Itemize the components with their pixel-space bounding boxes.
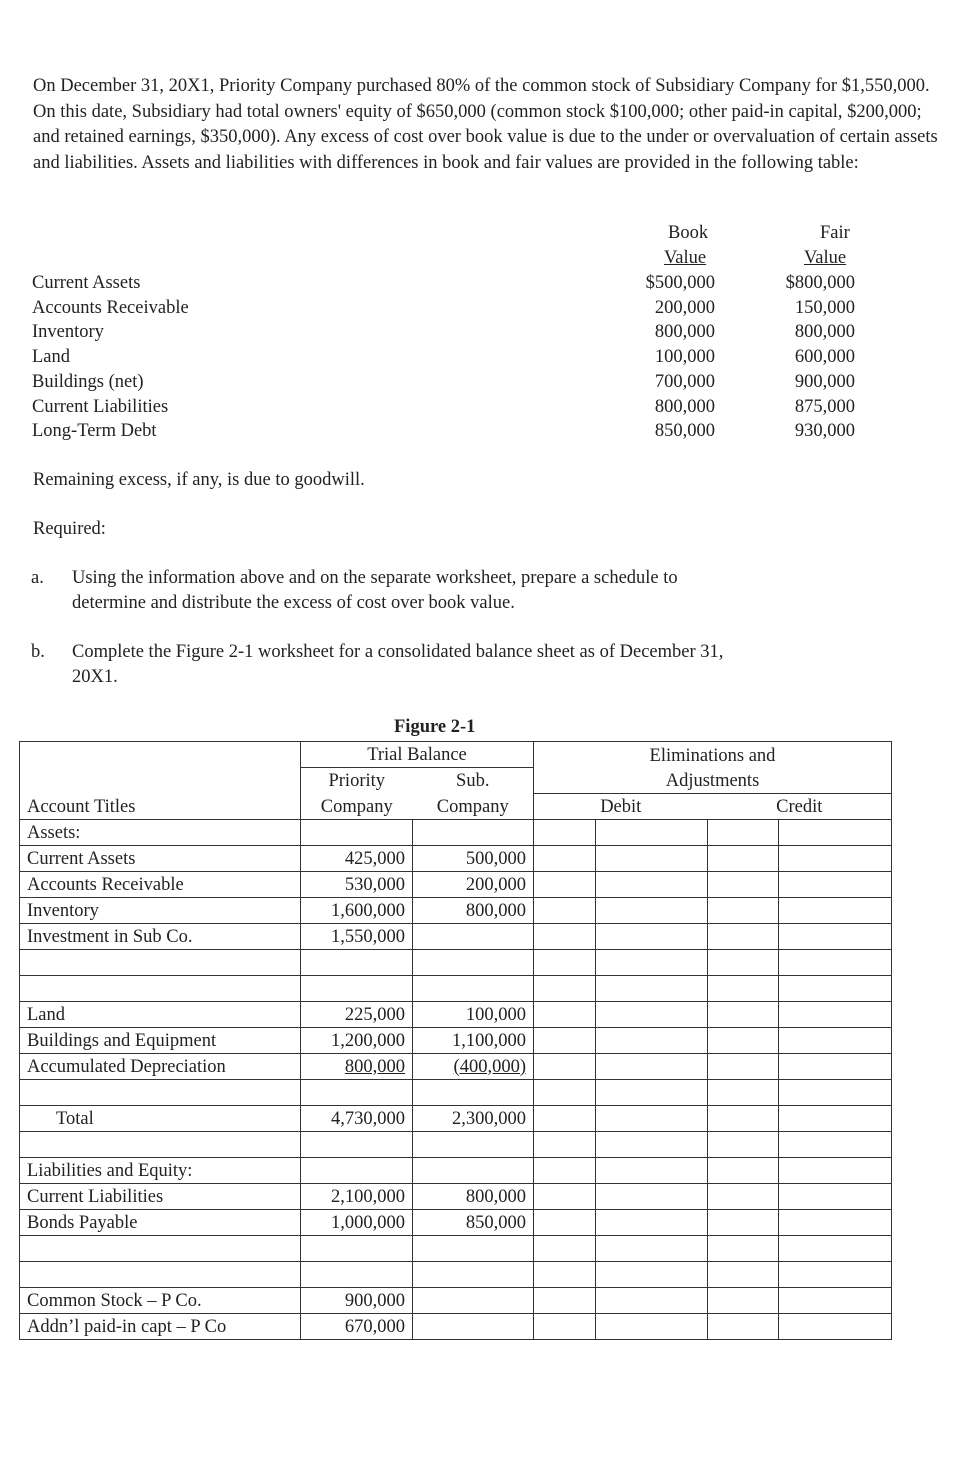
worksheet-account-title: [20, 1131, 301, 1157]
debit-amount-cell[interactable]: [596, 1261, 708, 1287]
worksheet-account-title: Liabilities and Equity:: [20, 1157, 301, 1183]
worksheet-priority-amount: 1,000,000: [301, 1209, 413, 1235]
worksheet-sub-amount: 200,000: [413, 871, 534, 897]
figure-title: Figure 2-1: [394, 717, 476, 737]
debit-amount-cell[interactable]: [596, 819, 708, 845]
worksheet-priority-amount: [301, 949, 413, 975]
fv-row-fair-value: 900,000: [794, 371, 855, 392]
credit-ref-cell[interactable]: [708, 871, 779, 897]
debit-ref-cell[interactable]: [534, 1209, 596, 1235]
worksheet-sub-amount: 100,000: [413, 1001, 534, 1027]
credit-amount-cell[interactable]: [779, 1105, 892, 1131]
item-b-line2: 20X1.: [72, 667, 118, 687]
sub-header-2: Company: [413, 793, 534, 819]
fair-value-header-1: Fair: [820, 223, 850, 243]
worksheet-account-title: Common Stock – P Co.: [20, 1287, 301, 1313]
book-value-header-2: Value: [664, 248, 707, 268]
debit-ref-cell[interactable]: [534, 1313, 596, 1339]
debit-amount-cell[interactable]: [596, 897, 708, 923]
fv-row-book-value: 850,000: [654, 421, 715, 442]
debit-amount-cell[interactable]: [596, 1001, 708, 1027]
debit-amount-cell[interactable]: [596, 1053, 708, 1079]
required-label: Required:: [33, 519, 106, 539]
debit-ref-cell[interactable]: [534, 949, 596, 975]
worksheet-sub-amount: (400,000): [413, 1053, 534, 1079]
debit-amount-cell[interactable]: [596, 871, 708, 897]
worksheet-sub-amount: 2,300,000: [413, 1105, 534, 1131]
worksheet-sub-amount: 850,000: [413, 1209, 534, 1235]
credit-amount-cell[interactable]: [779, 1209, 892, 1235]
worksheet-priority-amount: [301, 1261, 413, 1287]
fv-row-label: Inventory: [32, 322, 104, 343]
book-value-header-1: Book: [668, 223, 709, 243]
worksheet-account-title: [20, 975, 301, 1001]
debit-amount-cell[interactable]: [596, 1079, 708, 1105]
account-titles-header: Account Titles: [20, 793, 301, 819]
worksheet-account-title: [20, 1261, 301, 1287]
debit-ref-cell[interactable]: [534, 1261, 596, 1287]
item-b-marker: b.: [31, 642, 45, 662]
worksheet-sub-amount: 1,100,000: [413, 1027, 534, 1053]
worksheet-priority-amount: 1,550,000: [301, 923, 413, 949]
worksheet-sub-amount: [413, 1261, 534, 1287]
credit-amount-cell[interactable]: [779, 975, 892, 1001]
worksheet-priority-amount: [301, 1157, 413, 1183]
worksheet-row: [20, 1287, 892, 1313]
worksheet-account-title: Assets:: [20, 819, 301, 845]
worksheet-row: [20, 1105, 892, 1131]
debit-ref-cell[interactable]: [534, 1027, 596, 1053]
worksheet-account-title: Land: [20, 1001, 301, 1027]
fv-row-book-value: 800,000: [654, 396, 715, 417]
worksheet-row: [20, 871, 892, 897]
item-a-marker: a.: [31, 568, 44, 588]
fv-row-book-value: 100,000: [654, 347, 715, 368]
credit-amount-cell[interactable]: [779, 1001, 892, 1027]
priority-header-1: Priority: [301, 768, 413, 794]
credit-amount-cell[interactable]: [779, 1183, 892, 1209]
worksheet-account-title: [20, 1079, 301, 1105]
worksheet-priority-amount: 1,200,000: [301, 1027, 413, 1053]
credit-header: Credit: [708, 793, 892, 819]
fv-row-label: Land: [32, 347, 71, 368]
worksheet-row: [20, 1157, 892, 1183]
item-a-line2: determine and distribute the excess of cost over book value.: [72, 593, 515, 613]
debit-ref-cell[interactable]: [534, 1053, 596, 1079]
credit-amount-cell[interactable]: [779, 1157, 892, 1183]
worksheet-priority-amount: [301, 975, 413, 1001]
worksheet-priority-amount: 225,000: [301, 1001, 413, 1027]
worksheet-sub-amount: [413, 1157, 534, 1183]
credit-amount-cell[interactable]: [779, 949, 892, 975]
debit-ref-cell[interactable]: [534, 871, 596, 897]
fv-row-fair-value: 930,000: [794, 421, 855, 442]
credit-amount-cell[interactable]: [779, 819, 892, 845]
worksheet-account-title: Accounts Receivable: [20, 871, 301, 897]
debit-ref-cell[interactable]: [534, 845, 596, 871]
eliminations-header-2: Adjustments: [534, 768, 892, 794]
credit-amount-cell[interactable]: [779, 1287, 892, 1313]
worksheet-priority-amount: [301, 1131, 413, 1157]
credit-ref-cell[interactable]: [708, 1131, 779, 1157]
sub-header-1: Sub.: [413, 768, 534, 794]
remaining-note: Remaining excess, if any, is due to goodwill.: [33, 470, 365, 490]
header-blank-cell: [20, 742, 301, 768]
credit-ref-cell[interactable]: [708, 1079, 779, 1105]
item-b-line1: Complete the Figure 2-1 worksheet for a consolidated balance sheet as of December 31,: [72, 642, 724, 662]
fair-value-header-2: Value: [804, 248, 847, 268]
header-blank-cell: [20, 768, 301, 794]
credit-ref-cell[interactable]: [708, 1313, 779, 1339]
debit-header: Debit: [534, 793, 708, 819]
worksheet-row: [20, 1079, 892, 1105]
worksheet-row: [20, 1235, 892, 1261]
fv-row-label: Current Assets: [32, 273, 141, 293]
credit-amount-cell[interactable]: [779, 1261, 892, 1287]
trial-balance-header: Trial Balance: [301, 742, 534, 768]
debit-amount-cell[interactable]: [596, 1313, 708, 1339]
fv-row-book-value: $500,000: [645, 273, 715, 293]
worksheet-sub-amount: [413, 1313, 534, 1339]
debit-amount-cell[interactable]: [596, 923, 708, 949]
worksheet-priority-amount: [301, 1235, 413, 1261]
worksheet-account-title: Inventory: [20, 897, 301, 923]
worksheet-priority-amount: [301, 819, 413, 845]
fv-row-label: Current Liabilities: [32, 396, 169, 417]
credit-amount-cell[interactable]: [779, 1079, 892, 1105]
worksheet-account-title: Current Liabilities: [20, 1183, 301, 1209]
worksheet-account-title: Total: [20, 1105, 301, 1131]
eliminations-header-1: Eliminations and: [534, 742, 892, 768]
credit-ref-cell[interactable]: [708, 897, 779, 923]
debit-amount-cell[interactable]: [596, 1287, 708, 1313]
credit-amount-cell[interactable]: [779, 1053, 892, 1079]
item-a-line1: Using the information above and on the separate worksheet, prepare a schedule to: [72, 568, 678, 588]
worksheet-account-title: Current Assets: [20, 845, 301, 871]
debit-amount-cell[interactable]: [596, 1209, 708, 1235]
worksheet-account-title: Bonds Payable: [20, 1209, 301, 1235]
credit-ref-cell[interactable]: [708, 1209, 779, 1235]
worksheet-row: [20, 923, 892, 949]
worksheet-row: [20, 1053, 892, 1079]
worksheet-sub-amount: [413, 975, 534, 1001]
debit-ref-cell[interactable]: [534, 1001, 596, 1027]
credit-ref-cell[interactable]: [708, 1287, 779, 1313]
worksheet-priority-amount: 425,000: [301, 845, 413, 871]
debit-ref-cell[interactable]: [534, 975, 596, 1001]
credit-ref-cell[interactable]: [708, 1027, 779, 1053]
credit-amount-cell[interactable]: [779, 871, 892, 897]
fv-row-fair-value: 800,000: [794, 322, 855, 343]
debit-ref-cell[interactable]: [534, 1105, 596, 1131]
debit-amount-cell[interactable]: [596, 1105, 708, 1131]
worksheet-sub-amount: [413, 1131, 534, 1157]
credit-ref-cell[interactable]: [708, 1157, 779, 1183]
worksheet-priority-amount: [301, 1079, 413, 1105]
debit-amount-cell[interactable]: [596, 1157, 708, 1183]
worksheet-priority-amount: 670,000: [301, 1313, 413, 1339]
worksheet-sub-amount: [413, 949, 534, 975]
worksheet-account-title: Accumulated Depreciation: [20, 1053, 301, 1079]
credit-amount-cell[interactable]: [779, 845, 892, 871]
worksheet-priority-amount: 900,000: [301, 1287, 413, 1313]
worksheet-sub-amount: [413, 819, 534, 845]
worksheet-row: [20, 1001, 892, 1027]
worksheet-sub-amount: 800,000: [413, 897, 534, 923]
worksheet-row: [20, 845, 892, 871]
credit-ref-cell[interactable]: [708, 1001, 779, 1027]
worksheet-priority-amount: 800,000: [301, 1053, 413, 1079]
debit-amount-cell[interactable]: [596, 1131, 708, 1157]
debit-ref-cell[interactable]: [534, 923, 596, 949]
credit-ref-cell[interactable]: [708, 1261, 779, 1287]
worksheet-row: [20, 1209, 892, 1235]
credit-ref-cell[interactable]: [708, 949, 779, 975]
fv-row-fair-value: 150,000: [794, 297, 855, 318]
worksheet-priority-amount: 4,730,000: [301, 1105, 413, 1131]
worksheet-table: [19, 741, 892, 1340]
fv-row-fair-value: 600,000: [794, 347, 855, 368]
credit-amount-cell[interactable]: [779, 1313, 892, 1339]
debit-ref-cell[interactable]: [534, 1079, 596, 1105]
debit-amount-cell[interactable]: [596, 1183, 708, 1209]
credit-amount-cell[interactable]: [779, 1235, 892, 1261]
debit-amount-cell[interactable]: [596, 1027, 708, 1053]
worksheet-row: [20, 1027, 892, 1053]
fv-row-book-value: 700,000: [654, 371, 715, 392]
debit-ref-cell[interactable]: [534, 819, 596, 845]
debit-ref-cell[interactable]: [534, 1183, 596, 1209]
credit-ref-cell[interactable]: [708, 1235, 779, 1261]
intro-paragraph: On December 31, 20X1, Priority Company purchased 80% of the common stock of Subsidiary Company for $1,550,000. On this date, Subsidiary had total owners' equity of $650,000 (common stock $100,000; other paid-in capital, $200,000; and retained earnings, $350,000). Any excess of cost over book value is due to the under or overvaluation of certain assets and liabilities. Assets and liabilities with differences in book and fair values are provided in the following table:: [33, 76, 938, 173]
worksheet-priority-amount: 1,600,000: [301, 897, 413, 923]
credit-ref-cell[interactable]: [708, 975, 779, 1001]
worksheet-row: [20, 1313, 892, 1339]
worksheet-row: [20, 949, 892, 975]
worksheet-row: [20, 897, 892, 923]
credit-ref-cell[interactable]: [708, 1105, 779, 1131]
credit-ref-cell[interactable]: [708, 819, 779, 845]
credit-ref-cell[interactable]: [708, 1183, 779, 1209]
debit-amount-cell[interactable]: [596, 975, 708, 1001]
worksheet-account-title: [20, 1235, 301, 1261]
debit-ref-cell[interactable]: [534, 1131, 596, 1157]
worksheet-sub-amount: 500,000: [413, 845, 534, 871]
worksheet-account-title: Addn’l paid-in capt – P Co: [20, 1313, 301, 1339]
worksheet-row: [20, 1183, 892, 1209]
worksheet-priority-amount: 2,100,000: [301, 1183, 413, 1209]
fv-row-fair-value: $800,000: [785, 273, 855, 293]
worksheet-account-title: Buildings and Equipment: [20, 1027, 301, 1053]
worksheet-sub-amount: [413, 1235, 534, 1261]
worksheet-row: [20, 819, 892, 845]
credit-amount-cell[interactable]: [779, 923, 892, 949]
worksheet-priority-amount: 530,000: [301, 871, 413, 897]
debit-amount-cell[interactable]: [596, 949, 708, 975]
debit-amount-cell[interactable]: [596, 845, 708, 871]
worksheet-row: [20, 975, 892, 1001]
debit-ref-cell[interactable]: [534, 1157, 596, 1183]
priority-header-2: Company: [301, 793, 413, 819]
credit-amount-cell[interactable]: [779, 1027, 892, 1053]
fv-row-book-value: 200,000: [654, 297, 715, 318]
worksheet-account-title: [20, 949, 301, 975]
fv-row-label: Accounts Receivable: [32, 297, 189, 318]
worksheet-sub-amount: 800,000: [413, 1183, 534, 1209]
fv-row-label: Long-Term Debt: [32, 421, 157, 442]
debit-amount-cell[interactable]: [596, 1235, 708, 1261]
worksheet-sub-amount: [413, 1287, 534, 1313]
debit-ref-cell[interactable]: [534, 1287, 596, 1313]
credit-ref-cell[interactable]: [708, 1053, 779, 1079]
fv-row-fair-value: 875,000: [794, 396, 855, 417]
credit-ref-cell[interactable]: [708, 845, 779, 871]
worksheet-account-title: Investment in Sub Co.: [20, 923, 301, 949]
credit-ref-cell[interactable]: [708, 923, 779, 949]
debit-ref-cell[interactable]: [534, 1235, 596, 1261]
credit-amount-cell[interactable]: [779, 897, 892, 923]
worksheet-row: [20, 1131, 892, 1157]
debit-ref-cell[interactable]: [534, 897, 596, 923]
fv-row-label: Buildings (net): [32, 371, 144, 392]
credit-amount-cell[interactable]: [779, 1131, 892, 1157]
worksheet-row: [20, 1261, 892, 1287]
worksheet-sub-amount: [413, 1079, 534, 1105]
fv-row-book-value: 800,000: [654, 322, 715, 343]
worksheet-sub-amount: [413, 923, 534, 949]
